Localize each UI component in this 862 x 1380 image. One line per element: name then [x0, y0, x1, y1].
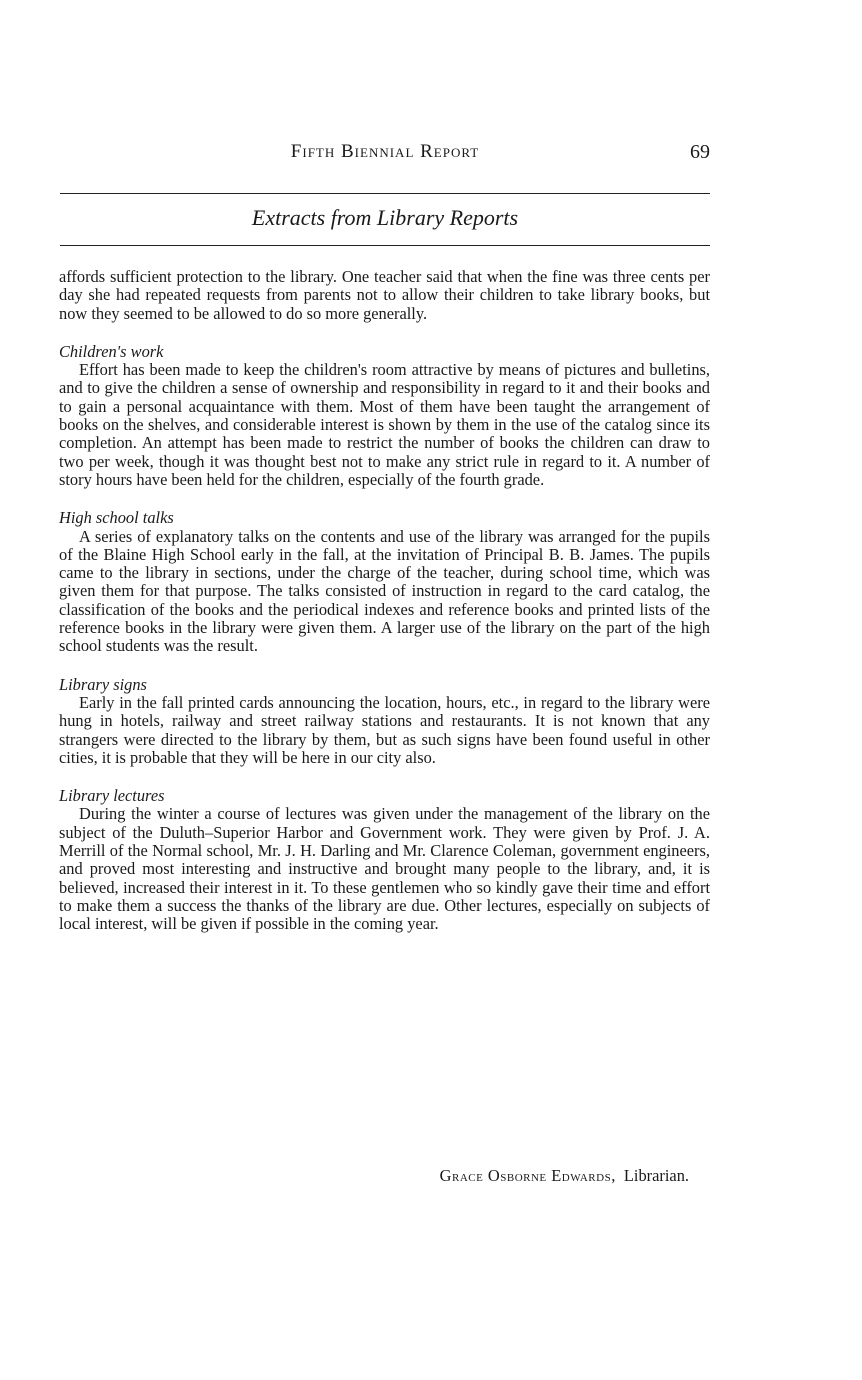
section-heading-childrens-work: Children's work [59, 341, 164, 361]
section-heading-high-school-talks: High school talks [59, 508, 174, 528]
signature-title: Librarian. [623, 1166, 689, 1185]
intro-paragraph: affords sufficient protection to the library. One teacher said that when the fine was three cents per day she had repeated requests from parents not to allow their children to take library books, but now they seemed to be allowed to do so more generally. [59, 267, 710, 323]
section-text-library-signs: Early in the fall printed cards announcing the location, hours, etc., in regard to the library were hung in hotels, railway and street railway stations and restaurants. It is not known that any strangers were directed to the library by them, but as such signs have been found useful in other cities, it is probable that they will be here in our city also. [59, 692, 710, 767]
section-text-childrens-work: Effort has been made to keep the children's room attractive by means of pictures and bulletins, and to give the children a sense of ownership and responsibility in regard to it and their books and to gain a personal acquaintance with them. Most of them have been taught the arrangement of books on the shelves, and considerable interest is shown by them in the use of the catalog since its completion. An attempt has been made to restrict the number of books the children can draw to two per week, though it was thought best not to make any strict rule in regard to it. A number of story hours have been held for the children, especially of the fourth grade. [59, 360, 710, 489]
section-banner: Extracts from Library Reports [251, 205, 519, 230]
running-head [60, 141, 710, 169]
body-text [59, 268, 710, 934]
bottom-rule [60, 245, 710, 246]
signature [440, 1166, 689, 1186]
section-text-library-lectures: During the winter a course of lectures was given under the management of the library on the subject of the Duluth–Superior Harbor and Government work. They were given by Prof. J. A. Merrill of the Normal school, Mr. J. H. Darling and Mr. Clarence Coleman, government engineers, and proved most interesting and instructive and brought many people to the library, and, it is believed, increased their interest in it. To these gentlemen who so kindly gave their time and effort to make them a success the thanks of the library are due. Other lectures, especially on subjects of local interest, will be given if possible in the coming year. [59, 804, 710, 934]
running-title: Fifth Biennial Report [290, 141, 480, 162]
page-number: 69 [690, 141, 710, 163]
top-rule [60, 193, 710, 194]
signature-name: Grace Osborne Edwards, [439, 1166, 616, 1185]
section-heading-library-signs: Library signs [59, 674, 147, 694]
section-text-high-school-talks: A series of explanatory talks on the contents and use of the library was arranged for the pupils of the Blaine High School early in the fall, at the invitation of Principal B. B. James. The pupils came to the library in sections, under the charge of the teacher, during school time, which was given them for that purpose. The talks consisted of instruction in regard to the card catalog, the classification of the books and the periodical indexes and reference books and printed lists of the reference books in the library were given them. A larger use of the library on the part of the high school students was the result. [59, 526, 710, 656]
section-heading-library-lectures: Library lectures [59, 786, 165, 806]
